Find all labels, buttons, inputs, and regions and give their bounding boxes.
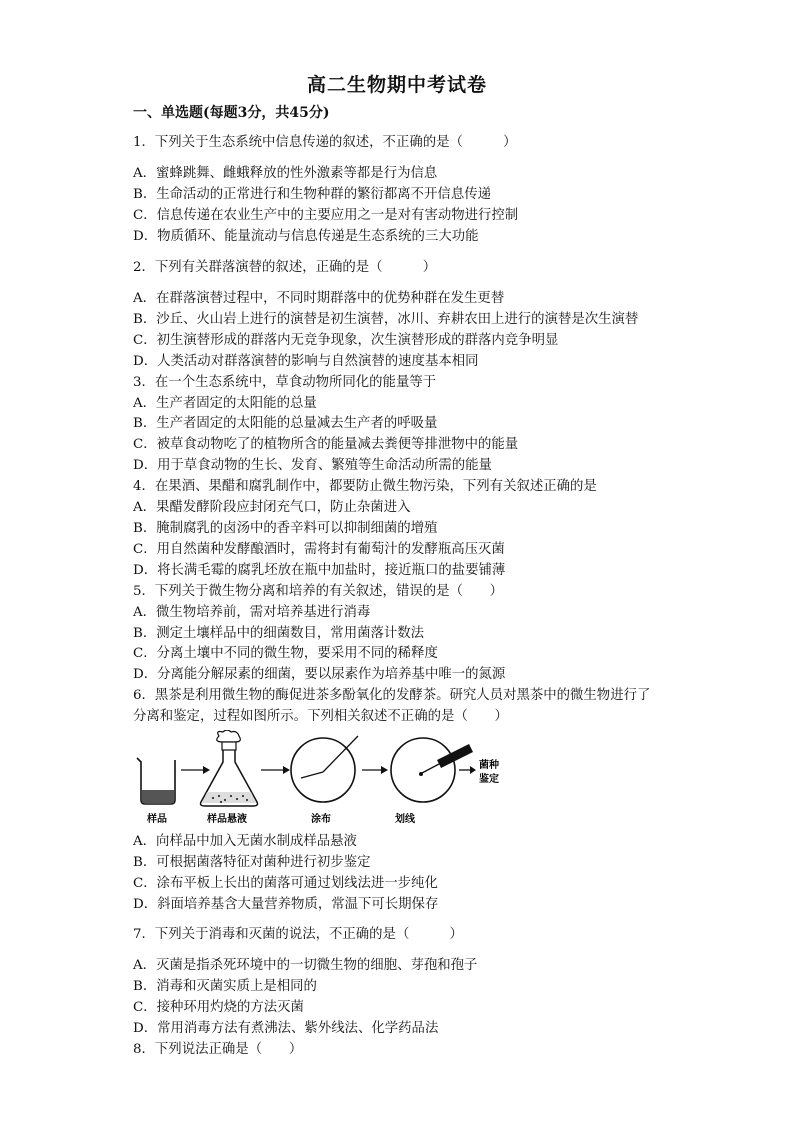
question-1 (133, 133, 673, 154)
option-d: D．物质循环、能量流动与信息传递是生态系统的三大功能 (133, 228, 479, 244)
page-title: 高二生物期中考试卷 (306, 74, 487, 96)
question-3-stem: 3．在一个生态系统中，草食动物所同化的能量等于 (133, 374, 437, 390)
section-heading: 一、单选题(每题3分，共45分) (133, 105, 330, 121)
option-a: A．在群落演替过程中，不同时期群落中的优势种群在发生更替 (133, 291, 505, 306)
question-stem: 1．下列关于生态系统中信息传递的叙述，不正确的是（ ） (133, 135, 517, 150)
option-c: C．信息传递在农业生产中的主要应用之一是对有害动物进行控制 (133, 207, 519, 223)
figure-label-strain: 菌种 (479, 760, 499, 771)
option-a: A．向样品中加入无菌水制成样品悬液 (133, 834, 357, 849)
flask-icon (201, 730, 258, 806)
experiment-flow-figure (133, 730, 503, 830)
option-d: D．将长满毛霉的腐乳坯放在瓶中加盐时，接近瓶口的盐要铺薄 (133, 562, 506, 578)
option-c: C．初生演替形成的群落内无竞争现象，次生演替形成的群落内竞争明显 (133, 332, 559, 348)
question-8-stem: 8．下列说法正确是（ ） (133, 1041, 303, 1057)
question-1-options (133, 164, 673, 248)
option-b: B．腌制腐乳的卤汤中的香辛料可以抑制细菌的增殖 (133, 520, 438, 536)
option-c: C．分离土壤中不同的微生物，要采用不同的稀释度 (133, 646, 438, 662)
option-d: D．人类活动对群落演替的影响与自然演替的速度基本相同 (133, 353, 479, 369)
question-7-options (133, 956, 673, 1061)
option-a: A．果醋发酵阶段应封闭充气口，防止杂菌进入 (133, 500, 411, 516)
option-a: A．灭菌是指杀死环境中的一切微生物的细胞、芽孢和孢子 (133, 958, 478, 973)
question-5-stem: 5．下列关于微生物分离和培养的有关叙述，错误的是（ ） (133, 583, 504, 599)
arrow-icon (261, 766, 290, 774)
option-d: D．斜面培养基含大量营养物质，常温下可长期保存 (133, 896, 439, 912)
question-2 (133, 258, 673, 279)
option-d: D．用于草食动物的生长、发育、繁殖等生命活动所需的能量 (133, 458, 492, 474)
option-c: C．接种环用灼烧的方法灭菌 (133, 999, 304, 1015)
arrow-icon (459, 766, 476, 774)
figure-label-streak: 划线 (395, 814, 415, 825)
option-c: C．用自然菌种发酵酿酒时，需将封有葡萄汁的发酵瓶高压灭菌 (133, 541, 505, 557)
question-7 (133, 925, 673, 946)
beaker-icon (137, 758, 175, 804)
question-stem: 7．下列关于消毒和灭菌的说法，不正确的是（ ） (133, 927, 463, 942)
figure-label-sample: 样品 (147, 814, 167, 825)
option-b: B．测定土壤样品中的细菌数目，常用菌落计数法 (133, 625, 425, 641)
petri-dish-spread-icon (291, 736, 358, 802)
question-6-stem: 6．黑茶是利用微生物的酶促进茶多酚氧化的发酵茶。研究人员对黑茶中的微生物进行了分离和鉴定，过程如图所示。下列相关叙述不正确的是（ ） (133, 688, 651, 725)
arrow-icon (362, 766, 388, 774)
option-c: C．被草食动物吃了的植物所含的能量减去粪便等排泄物中的能量 (133, 437, 519, 453)
option-b: B．生产者固定的太阳能的总量减去生产者的呼吸量 (133, 416, 438, 432)
option-b: B．沙丘、火山岩上进行的演替是初生演替，冰川、弃耕农田上进行的演替是次生演替 (133, 311, 639, 327)
option-b: B．可根据菌落特征对菌种进行初步鉴定 (133, 854, 371, 870)
option-a: A．微生物培养前，需对培养基进行消毒 (133, 604, 371, 620)
question-6-options (133, 832, 673, 916)
option-b: B．生命活动的正常进行和生物种群的繁衍都离不开信息传递 (133, 186, 491, 202)
question-4-stem: 4．在果酒、果醋和腐乳制作中，都要防止微生物污染，下列有关叙述正确的是 (133, 479, 597, 495)
option-b: B．消毒和灭菌实质上是相同的 (133, 978, 317, 994)
figure-label-spread: 涂布 (311, 814, 331, 825)
option-d: D．常用消毒方法有煮沸法、紫外线法、化学药品法 (133, 1020, 439, 1036)
option-a: A．生产者固定的太阳能的总量 (133, 395, 317, 411)
question-stem: 2．下列有关群落演替的叙述，正确的是（ ） (133, 260, 437, 275)
figure-label-suspension: 样品悬液 (207, 814, 247, 825)
option-c: C．涂布平板上长出的菌落可通过划线法进一步纯化 (133, 875, 438, 891)
option-d: D．分离能分解尿素的细菌，要以尿素作为培养基中唯一的氮源 (133, 667, 506, 683)
figure-label-identify: 鉴定 (479, 774, 499, 785)
option-a: A．蜜蜂跳舞、雌蛾释放的性外激素等都是行为信息 (133, 166, 438, 181)
question-2-options (133, 289, 673, 728)
arrow-icon (181, 766, 210, 774)
